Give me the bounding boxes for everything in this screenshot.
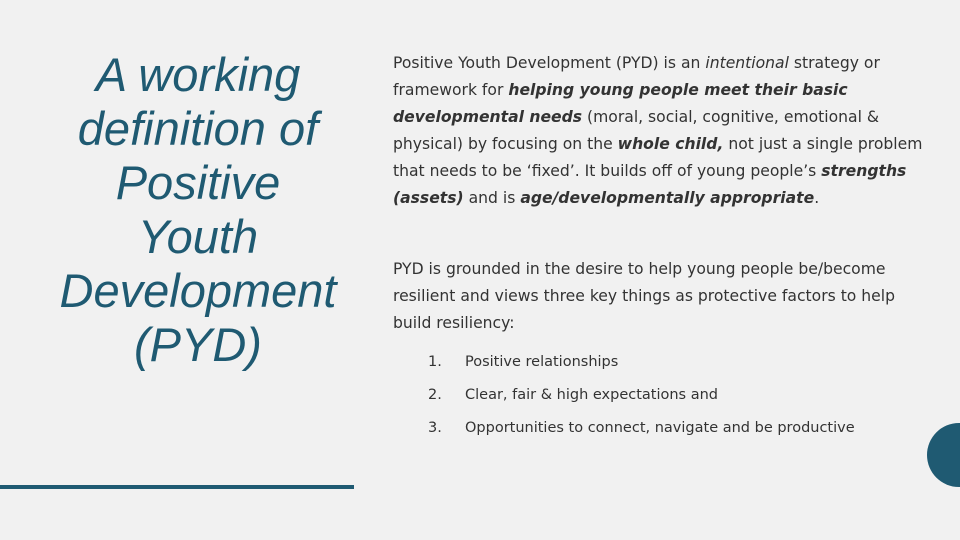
text-run-bold-italic: helping young people meet their basic developmental needs bbox=[393, 81, 848, 126]
list-item bbox=[393, 352, 933, 385]
text-run: not just a single problem that needs to be ‘fixed’. It builds off of young people’s bbox=[393, 135, 923, 180]
resilience-paragraph: PYD is grounded in the desire to help young people be/become resilient and views three key things as protective factors to help build resiliency: bbox=[393, 260, 896, 332]
list-item-text: Positive relationships bbox=[465, 354, 619, 370]
protective-factors-list bbox=[393, 352, 933, 451]
slide-title bbox=[30, 48, 366, 372]
text-run: and is bbox=[463, 189, 521, 207]
title-line: definition of bbox=[77, 102, 319, 155]
text-run: Positive Youth Development (PYD) is an bbox=[393, 54, 706, 72]
list-item-text: Opportunities to connect, navigate and be productive bbox=[465, 420, 855, 436]
list-item bbox=[393, 418, 933, 451]
list-item bbox=[393, 385, 933, 418]
list-item-number: 2. bbox=[428, 387, 442, 403]
text-run-bold-italic: age/developmentally appropriate bbox=[520, 189, 815, 207]
text-run: strategy or framework for bbox=[393, 54, 880, 99]
list-item-number: 1. bbox=[428, 354, 442, 370]
title-line: A working bbox=[95, 48, 301, 101]
text-run-bold-italic: strengths (assets) bbox=[393, 162, 907, 207]
title-underline-divider bbox=[0, 485, 354, 489]
text-run-bold-italic: whole child, bbox=[617, 135, 724, 153]
title-line: (PYD) bbox=[134, 318, 262, 371]
body-content bbox=[393, 50, 933, 451]
text-run: (moral, social, cognitive, emotional & physical) by focusing on the bbox=[393, 108, 880, 153]
text-run-italic: intentional bbox=[705, 54, 789, 72]
title-line: Positive bbox=[115, 156, 281, 209]
list-item-text: Clear, fair & high expectations and bbox=[465, 387, 718, 403]
definition-paragraph bbox=[393, 50, 933, 212]
text-run: . bbox=[814, 189, 820, 207]
title-line: Youth bbox=[137, 210, 259, 263]
list-item-number: 3. bbox=[428, 420, 442, 436]
title-line: Development bbox=[59, 264, 337, 317]
